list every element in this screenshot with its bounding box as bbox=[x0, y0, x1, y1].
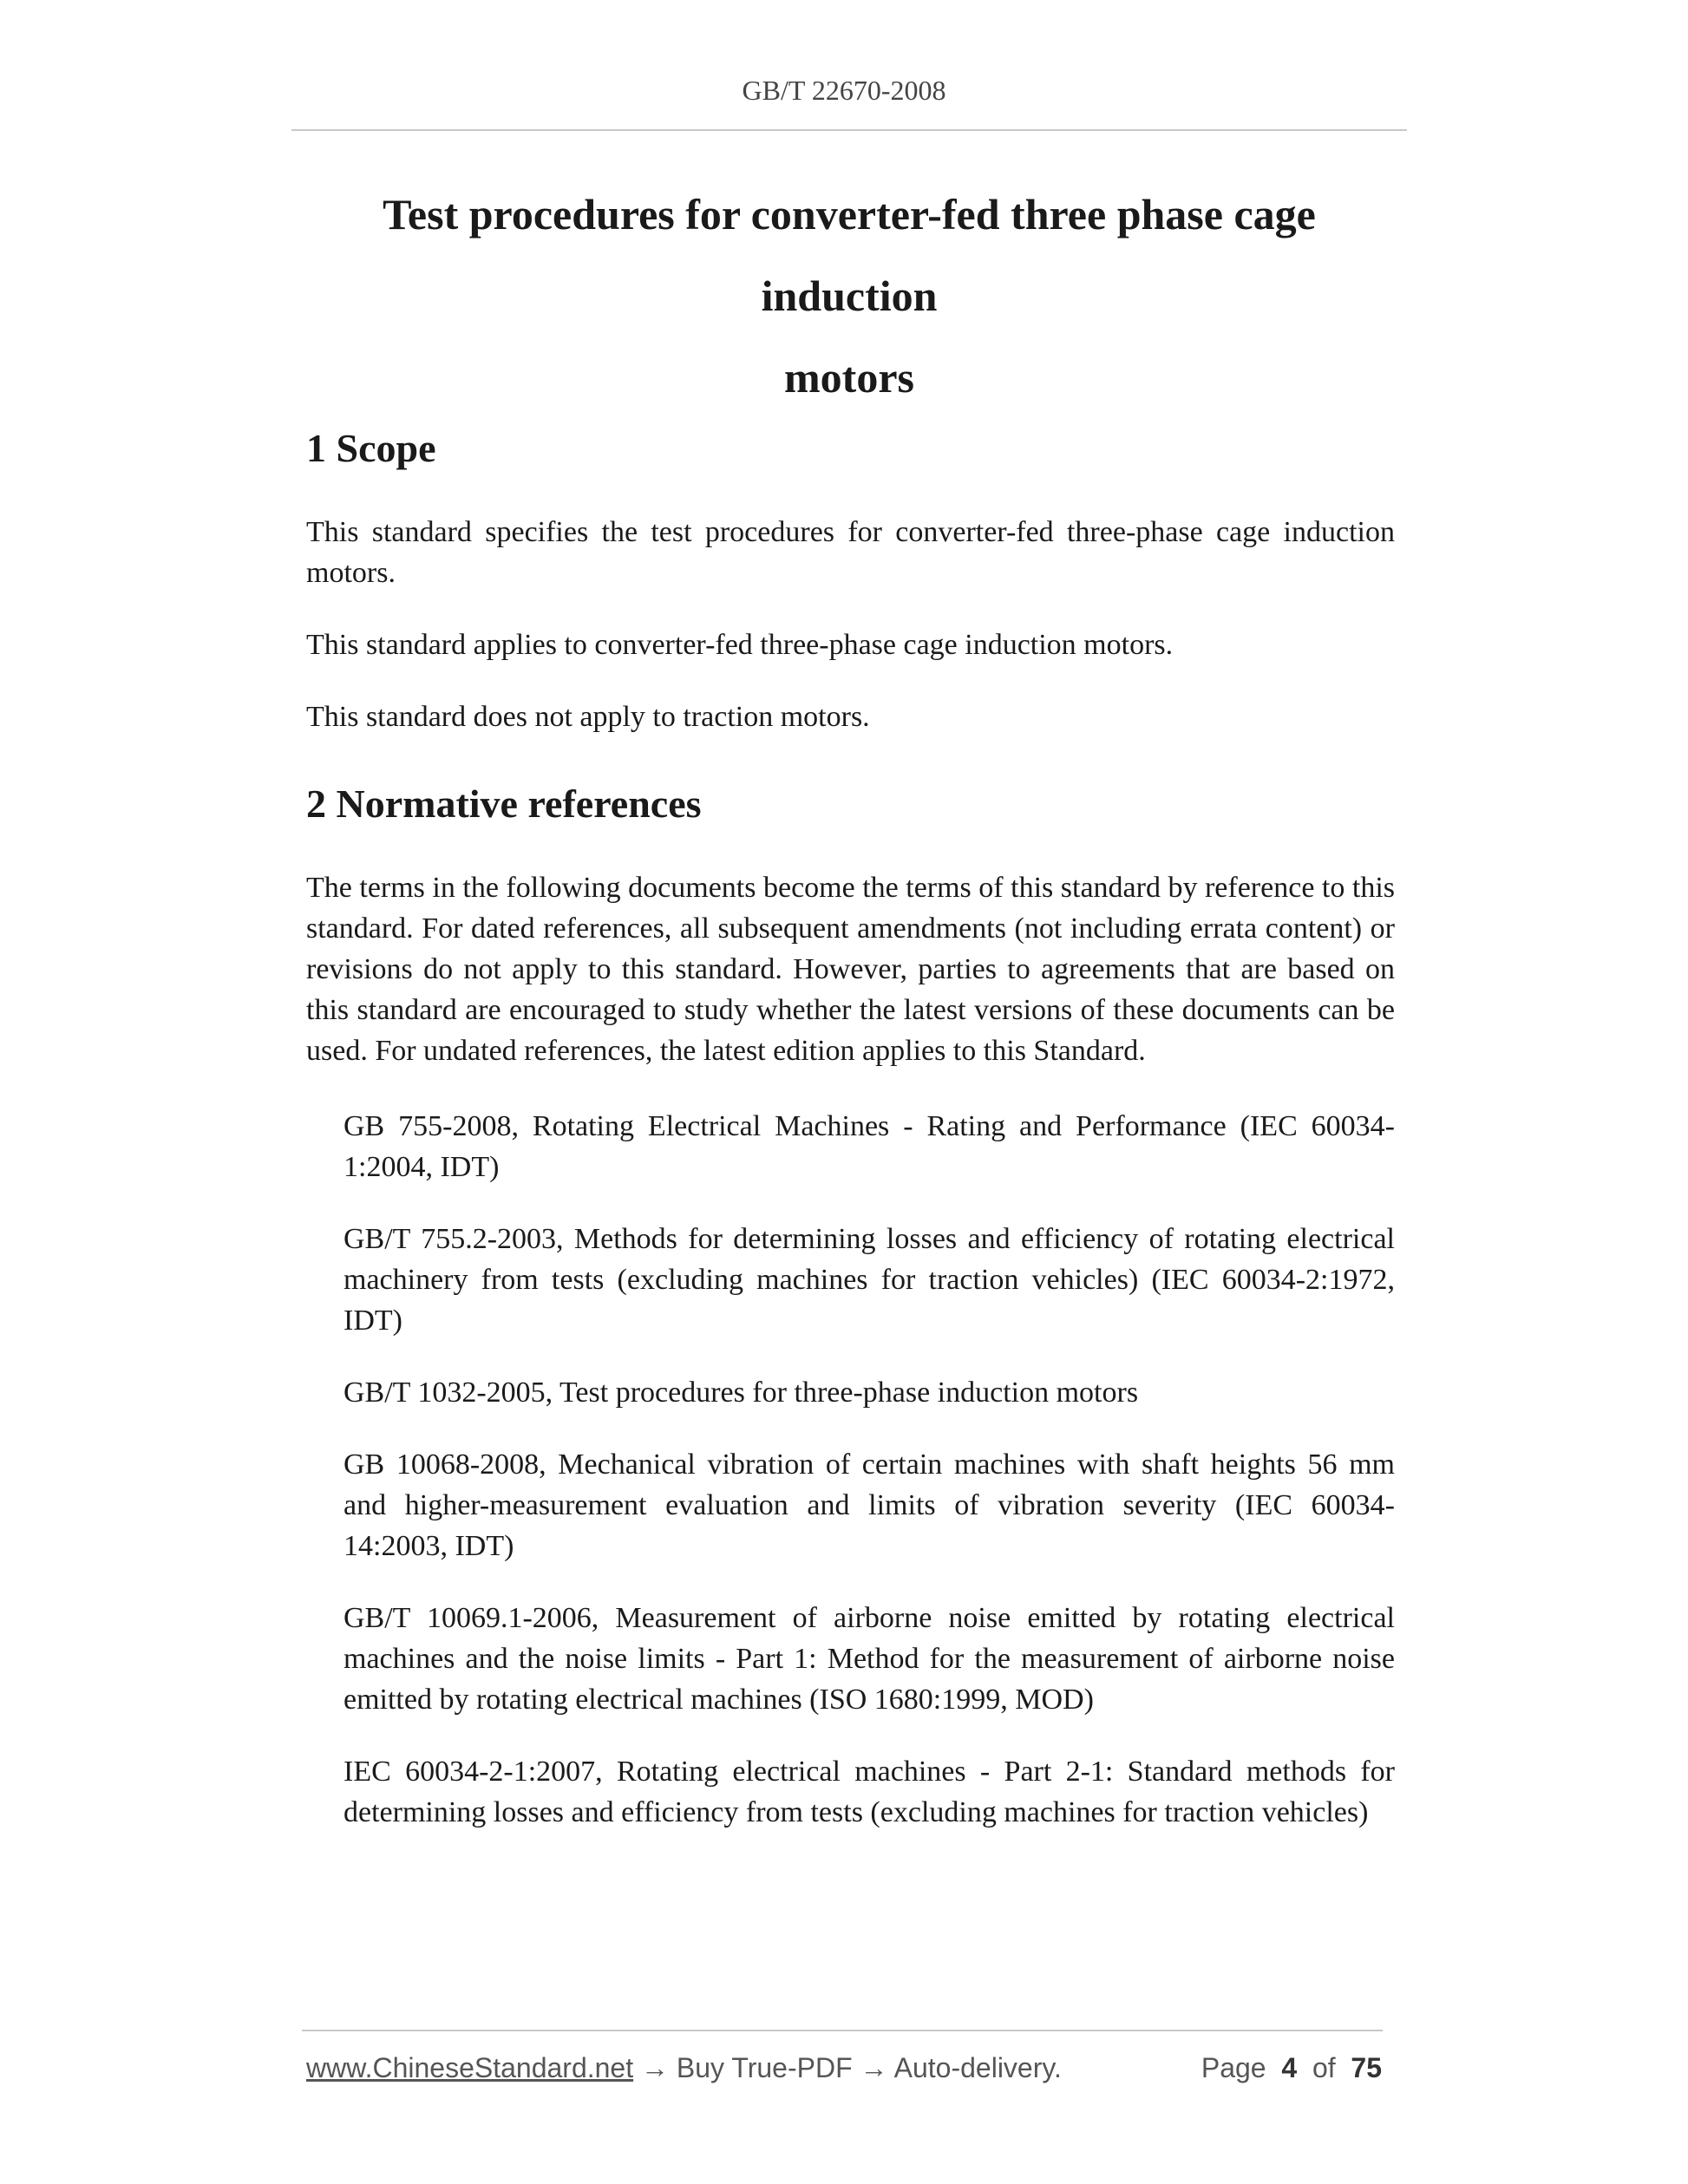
page-indicator bbox=[1201, 2052, 1382, 2084]
document-body bbox=[306, 413, 1395, 1864]
reference-item: GB/T 755.2-2003, Methods for determining losses and efficiency of rotating electrical machinery from tests (excluding machines for traction vehicles) (IEC 60034-2:1972, IDT) bbox=[343, 1223, 1395, 1337]
scope-paragraph: This standard does not apply to traction motors. bbox=[306, 701, 870, 733]
document-title bbox=[291, 173, 1407, 418]
current-page-number: 4 bbox=[1281, 2052, 1298, 2083]
reference-item: GB 755-2008, Rotating Electrical Machines - Rating and Performance (IEC 60034-1:2004, IDT) bbox=[343, 1110, 1395, 1183]
scope-paragraph: This standard specifies the test procedures for converter-fed three-phase cage induction motors. bbox=[306, 516, 1395, 589]
reference-item: GB/T 1032-2005, Test procedures for three-phase induction motors bbox=[343, 1376, 1139, 1409]
section-heading-normative-references: 2 Normative references bbox=[306, 781, 702, 826]
reference-item: GB/T 10069.1-2006, Measurement of airborne noise emitted by rotating electrical machines and the noise limits - Part 1: Method for the measurement of airborne noise emitted by rotating electrical machines (ISO 1680:1999, MOD) bbox=[343, 1602, 1395, 1716]
scope-paragraph: This standard applies to converter-fed three-phase cage induction motors. bbox=[306, 629, 1174, 661]
of-label: of bbox=[1312, 2052, 1336, 2083]
reference-item: IEC 60034-2-1:2007, Rotating electrical machines - Part 2-1: Standard methods for determining losses and efficiency from tests (excluding machines for traction vehicles) bbox=[343, 1756, 1395, 1828]
page-label: Page bbox=[1201, 2052, 1266, 2083]
page-footer bbox=[306, 2052, 1382, 2084]
reference-list bbox=[306, 1106, 1395, 1833]
section-heading-scope: 1 Scope bbox=[306, 426, 436, 470]
normative-references-intro: The terms in the following documents become the terms of this standard by reference to this standard. For dated references, all subsequent amendments (not including errata content) or revisions do not apply to this standard. However, parties to agreements that are based on this standard are encouraged to study whether the latest versions of these documents can be used. For undated references, the latest edition applies to this Standard. bbox=[306, 872, 1395, 1067]
document-title-line-1: Test procedures for converter-fed three phase cage induction bbox=[383, 190, 1316, 320]
footer-tagline: → Buy True-PDF → Auto-delivery. bbox=[633, 2052, 1062, 2083]
header-divider bbox=[291, 129, 1407, 131]
document-title-line-2: motors bbox=[784, 353, 914, 402]
header-standard-code: GB/T 22670-2008 bbox=[742, 75, 946, 106]
reference-item: GB 10068-2008, Mechanical vibration of certain machines with shaft heights 56 mm and higher-measurement evaluation and limits of vibration severity (IEC 60034-14:2003, IDT) bbox=[343, 1448, 1395, 1562]
total-page-count: 75 bbox=[1351, 2052, 1382, 2083]
chinesestandard-link[interactable]: www.ChineseStandard.net bbox=[306, 2052, 634, 2083]
footer-divider bbox=[302, 2030, 1383, 2031]
